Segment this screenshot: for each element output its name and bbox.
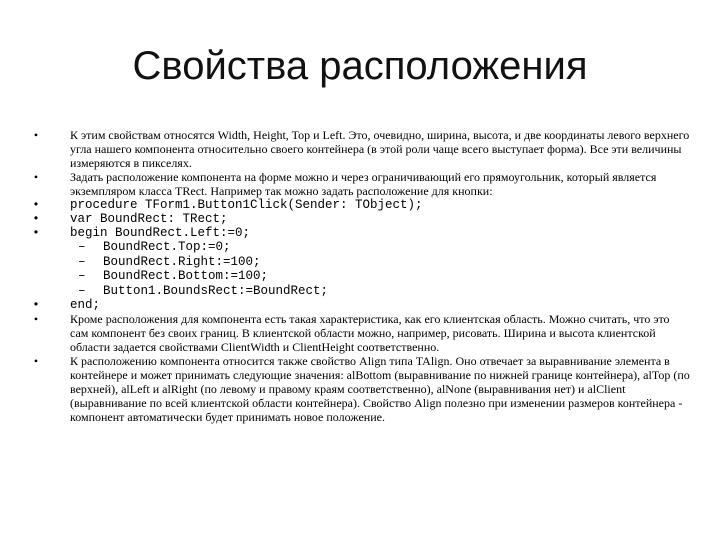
bullet-icon: •	[33, 128, 39, 142]
code-sub-line	[70, 269, 690, 284]
bullet-icon: •	[32, 298, 40, 312]
bullet-icon: •	[33, 170, 39, 184]
code-sub-line	[70, 255, 690, 270]
bullet-icon: •	[32, 212, 40, 226]
list-item	[30, 170, 690, 198]
slide-title: Свойства расположения	[132, 44, 588, 88]
bullet-icon: •	[33, 354, 39, 368]
code-line	[30, 198, 690, 212]
code-text: begin BoundRect.Left:=0;	[70, 226, 251, 240]
item-text: К расположению компонента относится также свойство Align типа TAlign. Оно отвечает за выравнивание элемента в контейнере и может принимать следующие значения: alBottom (выравнивание по нижней границе контейнера), alTop (по верхней), alLeft и alRight (по левому и правому краям соответственно), alNone (выравнивания нет) и alClient (выравнивание по всей клиентской области контейнера). Свойство Align полезно при изменении размеров контейнера - компонент автоматически будет принимать новое положение.	[70, 354, 690, 424]
slide-content	[30, 128, 690, 424]
code-text: BoundRect.Top:=0;	[103, 240, 231, 254]
bullet-icon: •	[32, 226, 40, 240]
dash-icon: –	[78, 283, 86, 298]
dash-icon: –	[78, 254, 86, 269]
code-text: BoundRect.Right:=100;	[103, 254, 261, 269]
dash-icon: –	[78, 240, 86, 254]
item-text: К этим свойствам относятся Width, Height, Top и Left. Это, очевидно, ширина, высота, и две координаты левого верхнего угла нашего компонента относительно своего контейнера (в этой роли чаще всего выступает форма). Все эти величины измеряются в пикселях.	[70, 128, 690, 170]
code-text: var BoundRect: TRect;	[70, 212, 228, 226]
item-text: Задать расположение компонента на форме можно и через ограничивающий его прямоугольник, который является экземпляром класса TRect. Например так можно задать расположение для кнопки:	[70, 170, 657, 198]
code-line	[30, 298, 690, 312]
code-line	[30, 226, 690, 240]
code-sub-line	[70, 240, 690, 255]
item-text: Кроме расположения для компонента есть такая характеристика, как его клиентская область. Можно считать, что это сам компонент без своих границ. В клиентской области можно, например, рисовать. Ширина и высота клиентской области задается свойствами ClientWidth и ClientHeight соответственно.	[70, 312, 670, 354]
list-item	[30, 354, 690, 424]
code-sub-line	[70, 284, 690, 299]
bullet-icon: •	[33, 312, 39, 326]
code-line	[30, 212, 690, 226]
list-item	[30, 128, 690, 170]
code-text: procedure TForm1.Button1Click(Sender: TObject);	[70, 198, 423, 212]
bullet-icon: •	[32, 198, 40, 212]
list-item	[30, 312, 690, 354]
code-text: Button1.BoundsRect:=BoundRect;	[103, 283, 329, 298]
code-text: BoundRect.Bottom:=100;	[103, 269, 269, 283]
code-text: end;	[70, 298, 101, 312]
dash-icon: –	[78, 269, 86, 283]
